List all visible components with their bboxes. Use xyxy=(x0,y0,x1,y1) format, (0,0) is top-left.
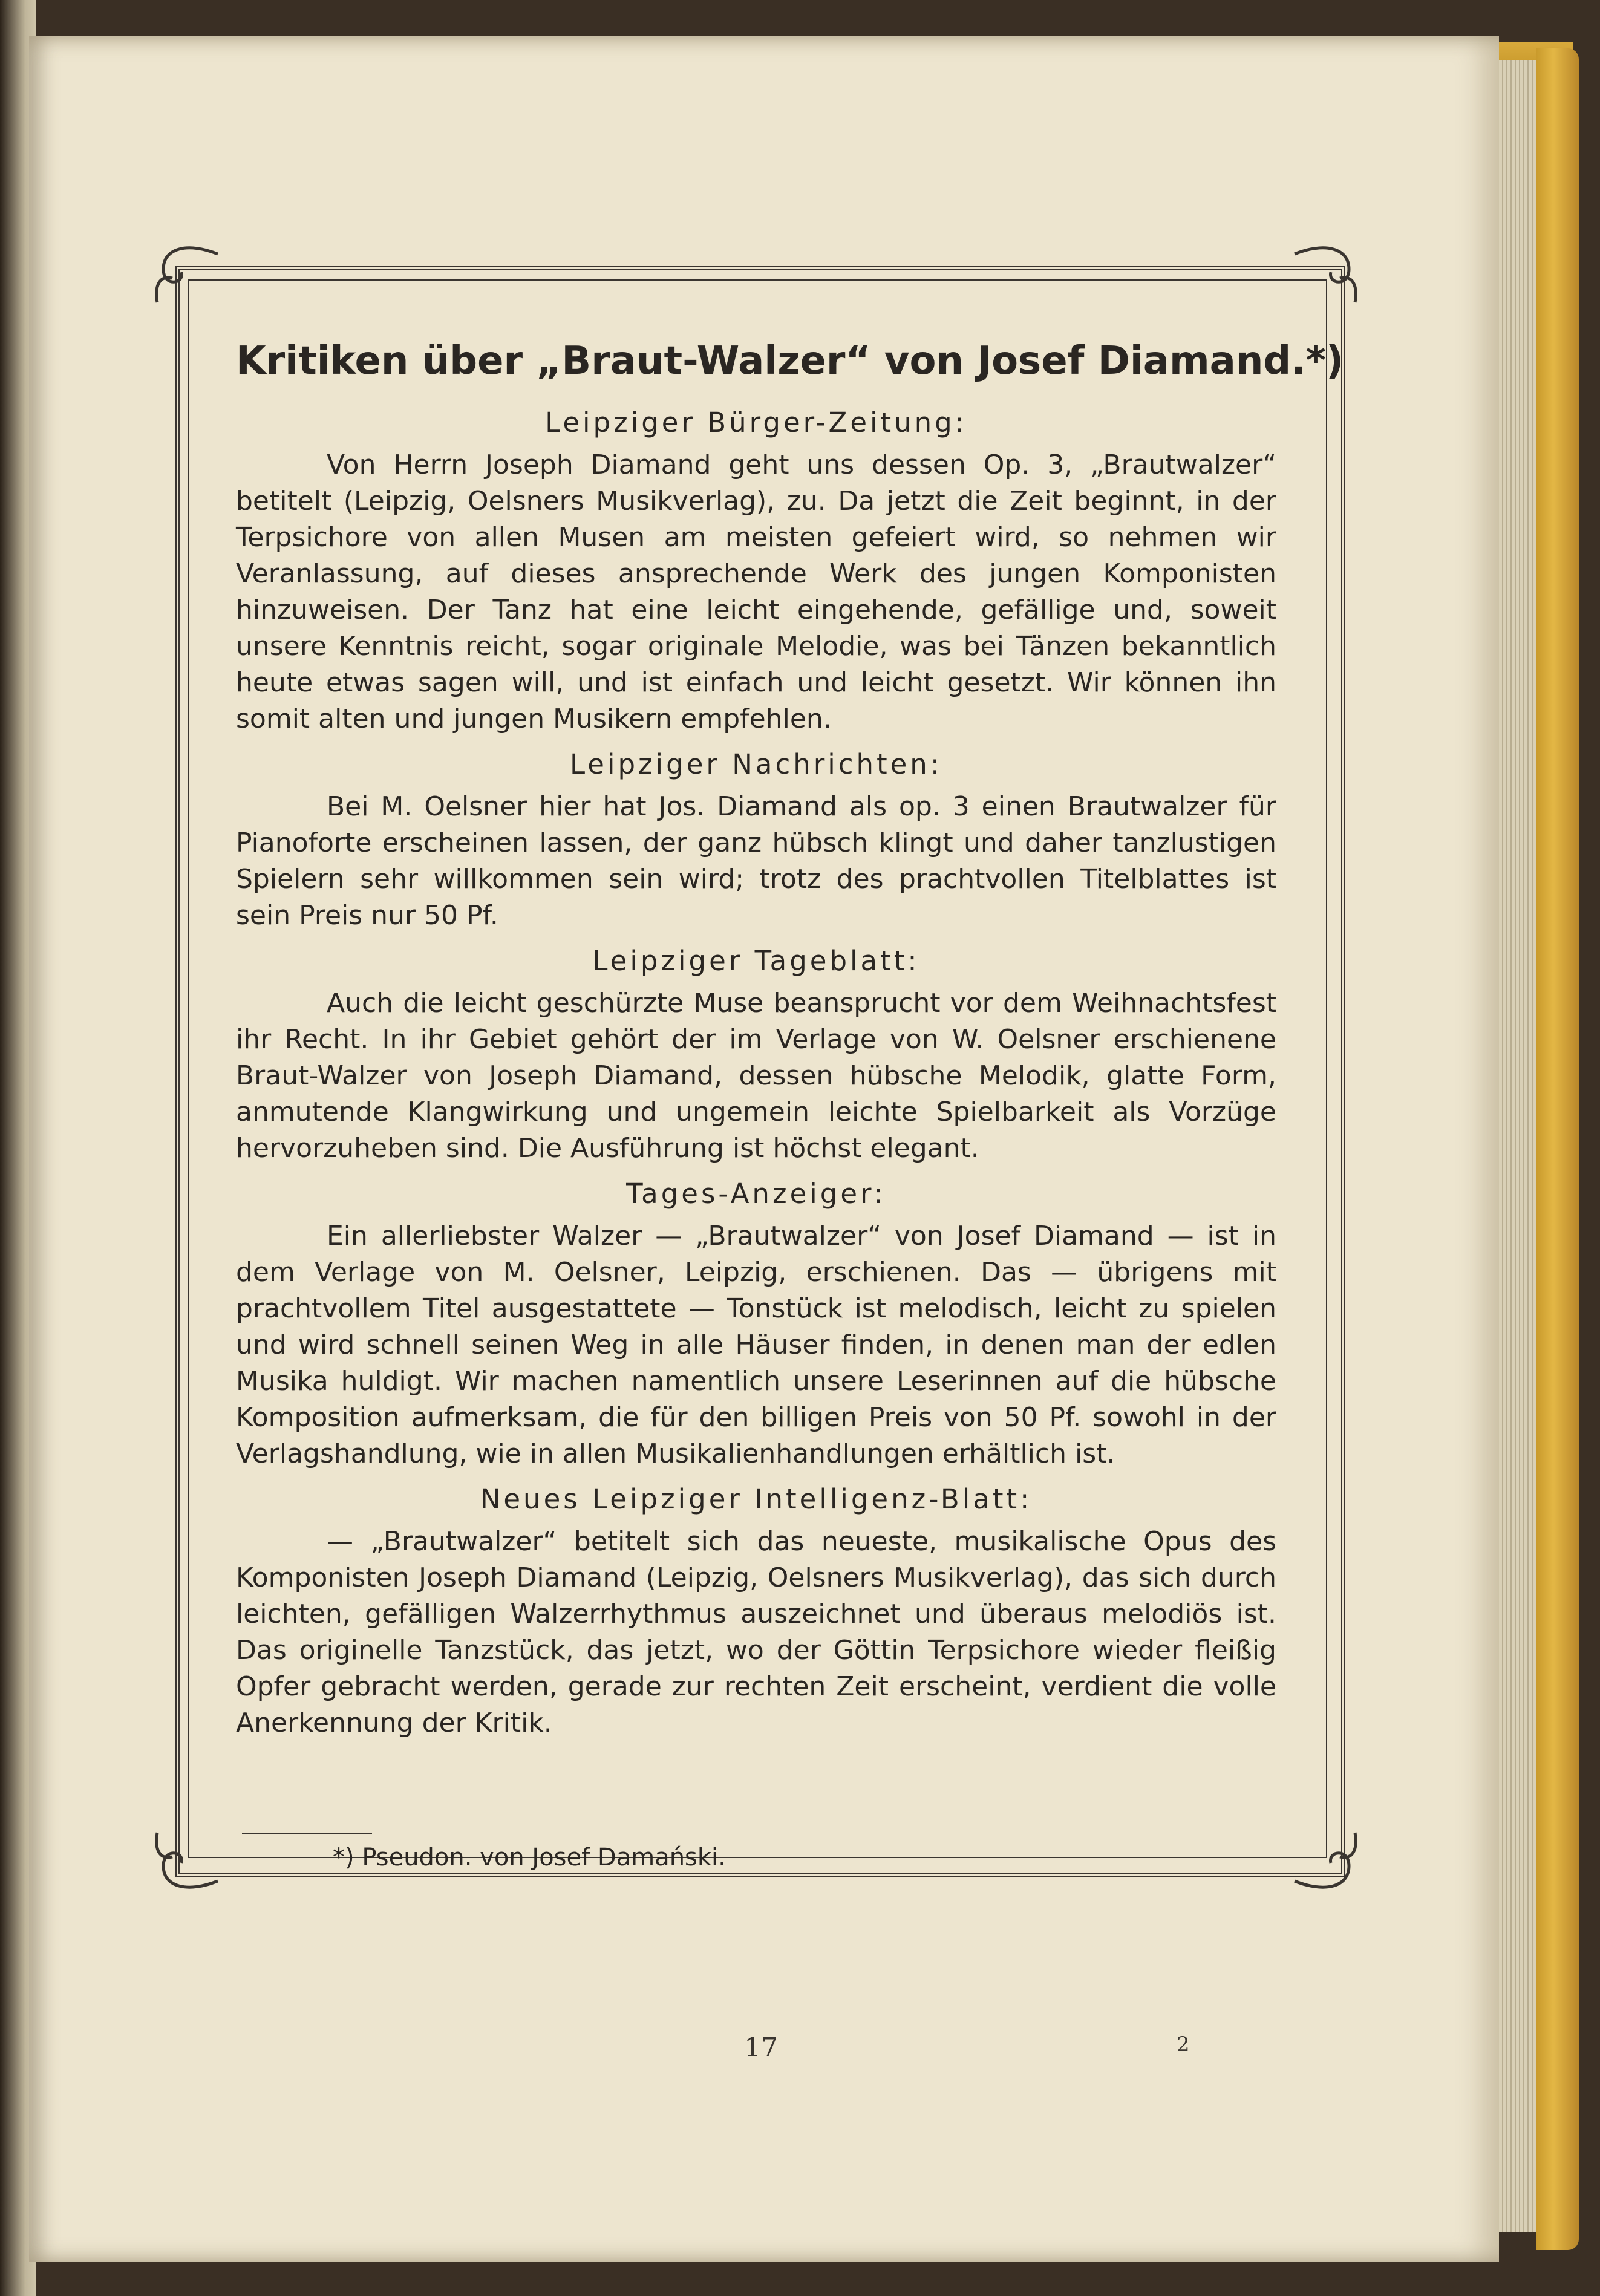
page-title: Kritiken über „Braut-Walzer“ von Josef Diamand.*) xyxy=(236,339,1344,383)
review-source-heading: Leipziger Bürger-Zeitung: xyxy=(545,406,967,439)
review-source-heading: Neues Leipziger Intelligenz-Blatt: xyxy=(480,1483,1033,1515)
review-source-heading: Leipziger Nachrichten: xyxy=(570,748,942,780)
review-section xyxy=(236,748,1276,934)
corner-ornament-bottom-right xyxy=(1288,1827,1361,1893)
review-text: — „Brautwalzer“ betitelt sich das neueste, musikalische Opus des Komponisten Joseph Diamand (Leipzig, Oelsners Musikverlag), das sich durch leichten, gefälligen Walzerrhythmus auszeichnet und überaus melodiös ist. Das originelle Tanzstück, das jetzt, wo der Göttin Terpsichore wieder fleißig Opfer gebracht werden, gerade zur rechten Zeit erscheint, verdient die volle Anerkennung der Kritik. xyxy=(236,1526,1276,1738)
page-content xyxy=(236,315,1344,1871)
page-stack-edge xyxy=(1499,60,1536,2232)
review-text: Bei M. Oelsner hier hat Jos. Diamand als op. 3 einen Brautwalzer für Pianoforte erscheinen lassen, der ganz hübsch klingt und daher tanzlustigen Spielern sehr willkommen sein wird; trotz des prachtvollen Titelblattes ist sein Preis nur 50 Pf. xyxy=(236,791,1276,931)
review-source-heading: Leipziger Tageblatt: xyxy=(592,945,920,977)
corner-ornament-top-right xyxy=(1288,242,1361,308)
page-number: 17 xyxy=(744,2032,778,2063)
review-text: Auch die leicht geschürzte Muse beansprucht vor dem Weihnachtsfest ihr Recht. In ihr Gebiet gehört der im Verlage von W. Oelsner erschienene Braut-Walzer von Joseph Diamand, dessen hübsche Melodik, glatte Form, anmutende Klangwirkung und ungemein leichte Spielbarkeit als Vorzüge hervorzuheben sind. Die Ausführung ist höchst elegant. xyxy=(236,988,1276,1164)
review-text: Von Herrn Joseph Diamand geht uns dessen Op. 3, „Brautwalzer“ betitelt (Leipzig, Oelsners Musikverlag), zu. Da jetzt die Zeit beginnt, in der Terpsichore von allen Musen am meisten gefeiert wird, so nehmen wir Veranlassung, auf dieses ansprechende Werk des jungen Komponisten hinzuweisen. Der Tanz hat eine leicht eingehende, gefällige und, soweit unsere Kenntnis reicht, sogar originale Melodie, was bei Tänzen bekanntlich heute etwas sagen will, und ist einfach und leicht gesetzt. Wir können ihn somit alten und jungen Musikern empfehlen. xyxy=(236,449,1276,734)
corner-ornament-top-left xyxy=(151,242,224,308)
book-cover-edge xyxy=(1536,48,1579,2250)
review-section xyxy=(236,945,1276,1167)
review-section xyxy=(236,406,1276,737)
sheet-signature-number: 2 xyxy=(1177,2032,1190,2056)
corner-ornament-bottom-left xyxy=(151,1827,224,1893)
review-text: Ein allerliebster Walzer — „Brautwalzer“ von Josef Diamand — ist in dem Verlage von M. Oelsner, Leipzig, erschienen. Das — übrigens mit prachtvollem Titel ausgestattete — Tonstück ist melodisch, leicht zu spielen und wird schnell seinen Weg in alle Häuser finden, in denen man der edlen Musika huldigt. Wir machen namentlich unsere Leserinnen auf die hübsche Komposition aufmerksam, die für den billigen Preis von 50 Pf. sowohl in der Verlagshandlung, wie in allen Musikalienhandlungen erhältlich ist. xyxy=(236,1221,1276,1469)
review-source-heading: Tages-Anzeiger: xyxy=(626,1178,886,1210)
footnote: *) Pseudon. von Josef Damański. xyxy=(333,1844,726,1871)
footnote-rule xyxy=(242,1833,372,1834)
review-section xyxy=(236,1483,1276,1741)
review-section xyxy=(236,1178,1276,1472)
